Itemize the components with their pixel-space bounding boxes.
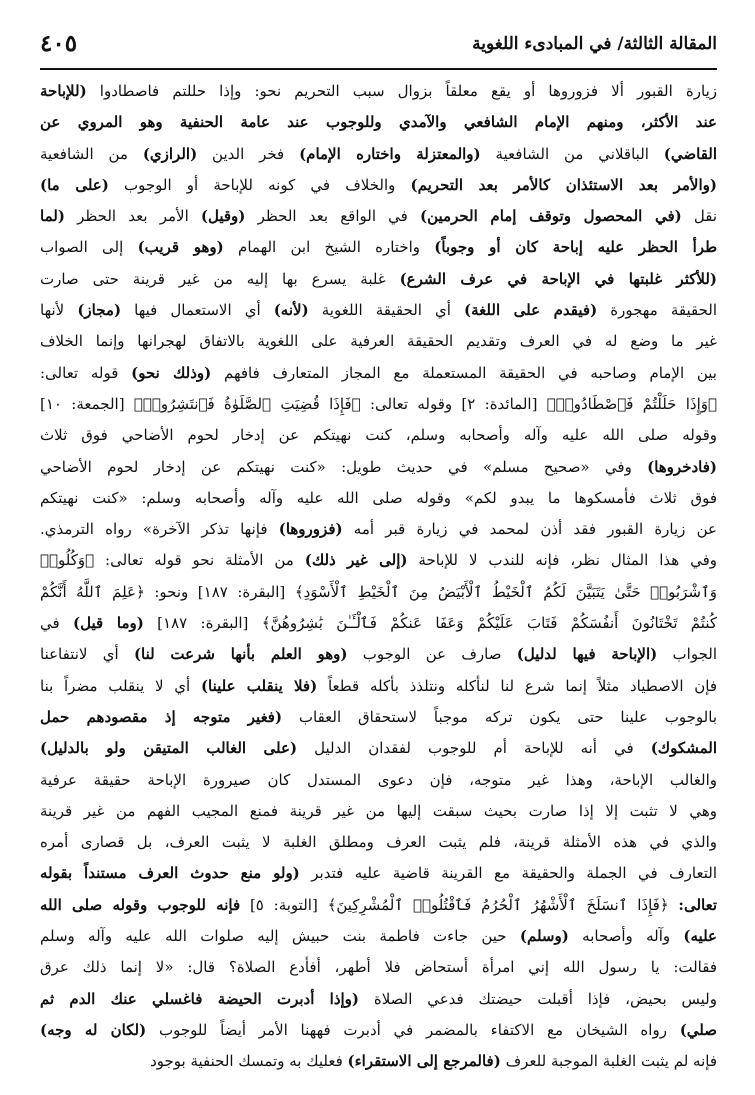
text-run: في الواقع بعد الحظر: [245, 207, 421, 226]
text-run: أي لا ينقلب مضراً بنا: [40, 676, 201, 695]
bold-text-run: (فيقدم على اللغة): [464, 301, 598, 320]
text-run: رواه الشيخان مع الاكتفاء بالمضمر في أدبرت فههنا الأمر أيضاً للوجوب: [146, 1020, 680, 1039]
text-run: كُنتُمْ تَخْتَانُونَ أَنفُسَكُمْ فَتَابَ عَلَيْكُمْ وَعَفَا عَنكُمْ فَٱلْـَٔـٰنَ بَٰشِرُوهُنَّ﴾ [البقرة: ١٨٧]: [143, 614, 717, 633]
text-line: [40, 232, 717, 263]
bold-text-run: المشكوك): [650, 739, 717, 758]
bold-text-run: (في المحصول وتوقف إمام الحرمين): [420, 207, 682, 226]
text-line: [40, 389, 717, 420]
text-line: [40, 514, 717, 545]
bold-text-run: (مجاز): [77, 301, 122, 320]
bold-text-run: (على ما): [40, 175, 109, 194]
bold-text-run: (وهو قريب): [137, 238, 224, 257]
text-line: [40, 420, 717, 451]
text-run: بالوجوب علينا حتى يكون تركه موجباً لاستحقاق العقاب: [282, 707, 717, 726]
text-run: التعارف في الجملة والحقيقة مع القرينة قاضية عليه فتدبر: [299, 864, 717, 883]
bold-text-run: تعالى:: [678, 895, 717, 914]
bold-text-run: (للإباحة: [40, 82, 87, 100]
text-line: [40, 264, 717, 295]
header-rule: [40, 68, 717, 70]
bold-text-run: (فغير متوجه إذ مقصودهم حمل: [40, 707, 283, 726]
bold-text-run: (والأمر بعد الاستئذان كالأمر بعد التحريم): [410, 175, 717, 194]
text-run: أي لانتفاعنا: [40, 645, 134, 664]
bold-text-run: (فلا ينقلب علينا): [200, 676, 318, 695]
text-line: [40, 890, 717, 921]
text-run: فقالت: يا رسول الله إني امرأة أستحاض فلا أطهر، أفأدع الصلاة؟ قال: «لا إنما ذلك عرق: [40, 958, 717, 977]
text-line: [40, 733, 717, 764]
text-line: [40, 827, 717, 858]
text-line: [40, 1015, 717, 1046]
text-line: [40, 170, 717, 201]
text-run: وآله وأصحابه: [568, 927, 684, 946]
text-line: [40, 765, 717, 796]
text-line: [40, 201, 717, 232]
text-run: فإنه لم يثبت الغلبة الموجبة للعرف: [500, 1052, 717, 1071]
bold-text-run: (الرازي): [142, 144, 198, 163]
text-line: [40, 858, 717, 889]
text-run: وَٱشْرَبُوا۟ حَتَّىٰ يَتَبَيَّنَ لَكُمُ ٱلْخَيْطُ ٱلْأَبْيَضُ مِنَ ٱلْخَيْطِ ٱلْأَسْوَدِ﴾ [البقرة: ١٨٧] ونحو: ﴿عَلِمَ ٱللَّهُ أَنَّكُمْ: [40, 582, 717, 601]
bold-text-run: (وما قيل): [72, 614, 144, 633]
text-run: غلبة يسرع بها إليه من غير قرينة حتى صارت: [40, 269, 400, 288]
bold-text-run: (إلى غير ذلك): [304, 551, 408, 570]
text-run: في: [40, 614, 73, 633]
text-run: ﴿وَإِذَا حَلَلْتُمْ فَٱصْطَادُوا۟﴾ [المائدة: ٢] وقوله تعالى: ﴿فَإِذَا قُضِيَتِ ٱلصَّلَوٰةُ فَٱنتَشِرُوا۟﴾ [الجمعة: ١٠]: [40, 394, 717, 413]
text-line: [40, 921, 717, 952]
bold-text-run: (ولو منع حدوث العرف مستنداً بقوله: [40, 864, 300, 883]
text-run: فعليك به وتمسك الحنفية بوجود: [150, 1052, 348, 1071]
text-run: فوق ثلاث فأمسكوها ما يبدو لكم» وقوله صلى الله عليه وآله وأصحابه وسلم: «كنت نهيتكم: [40, 488, 717, 507]
bold-text-run: (لكان له وجه): [40, 1020, 147, 1039]
text-run: وهي لا تثبت إلا إذا صارت بحيث سبقت إليها من غير قرينة فمنع المجيب الفهم من غير قرينة: [40, 801, 717, 820]
bold-text-run: (لأنه): [273, 301, 309, 320]
text-run: والخلاف في كونه للإباحة أو الوجوب: [108, 175, 411, 194]
bold-text-run: (وإذا أدبرت الحيضة فاغسلي عنك الدم ثم: [40, 989, 360, 1008]
text-run: وليس بحيض، فإذا أقبلت حيضتك فدعي الصلاة: [359, 989, 717, 1008]
text-run: والذي في هذه الأمثلة قرينة، فلم يثبت العرف ومطلق الغلبة لا يثبت العرف، بل قصارى أمره: [40, 833, 717, 852]
text-run: أي الحقيقة اللغوية: [308, 301, 465, 320]
text-run: فإنها تذكر الآخرة» رواه الترمذي.: [40, 520, 279, 539]
bold-text-run: (وذلك نحو): [131, 363, 212, 382]
text-run: ﴿فَإِذَا ٱنسَلَخَ ٱلْأَشْهُرُ ٱلْحُرُمُ فَٱقْتُلُوا۟ ٱلْمُشْرِكِينَ﴾ [التوبة: ٥]: [240, 895, 679, 914]
running-title: المقالة الثالثة/ في المبادىء اللغوية: [472, 34, 717, 54]
text-run: بين الإمام وصاحبه في الحقيقة المستعملة مع المجاز المتعارف فافهم: [211, 363, 717, 382]
text-run: غير ما وضع له في العرف وتقديم الحقيقة العرفية على اللغوية بالاتفاق لهجرانها وإنما الخلاف: [40, 332, 717, 351]
text-line: [40, 984, 717, 1015]
text-run: وفي هذا المثال نظر، فإنه للندب لا للإباحة: [407, 551, 717, 570]
text-run: واختاره الشيخ ابن الهمام: [223, 238, 435, 257]
bold-text-run: (فزوروها): [278, 520, 343, 539]
text-run: صارف عن الوجوب: [347, 645, 517, 664]
text-line: [40, 76, 717, 107]
body-text: [40, 76, 717, 1078]
bold-text-run: (للأكثر غلبتها في الإباحة في عرف الشرع): [399, 269, 717, 288]
bold-text-run: (فالمرجع إلى الاستقراء): [347, 1052, 501, 1071]
bold-text-run: عند الأكثر، ومنهم الإمام الشافعي والآمدي وللوجوب عند عامة الحنفية وهو المروي عن: [40, 113, 717, 132]
text-run: عن زيارة القبور فقد أذن لمحمد في زيارة قبر أمه: [342, 520, 717, 539]
bold-text-run: (لما: [40, 207, 65, 226]
page-number: ٤٠٥: [40, 30, 78, 57]
text-line: [40, 671, 717, 702]
text-line: [40, 952, 717, 983]
text-line: [40, 295, 717, 326]
bold-text-run: فإنه للوجوب وقوله صلى الله: [40, 895, 241, 914]
text-run: وفي «صحيح مسلم» في حديث طويل: «كنت نهيتكم عن إدخار لحوم الأضاحي: [40, 457, 648, 476]
bold-text-run: صلي): [679, 1020, 717, 1039]
text-line: [40, 107, 717, 138]
text-run: حين جاءت فاطمة بنت حبيش إليه صلوات الله عليه وآله وسلم: [40, 927, 520, 946]
text-run: الحقيقة مهجورة: [597, 301, 717, 320]
text-run: في أنه للإباحة أم للوجوب لفقدان الدليل: [297, 739, 651, 758]
text-run: إلى الصواب: [40, 238, 138, 257]
text-run: من الأمثلة نحو قوله تعالى: ﴿وَكُلُوا۟: [40, 551, 305, 570]
text-line: [40, 639, 717, 670]
text-line: [40, 452, 717, 483]
text-run: زيارة القبور ألا فزوروها أو يقع معلقاً بزوال سبب التحريم نحو: وإذا حللتم فاصطادوا: [86, 82, 717, 100]
text-line: [40, 139, 717, 170]
text-line: [40, 577, 717, 608]
text-line: [40, 1046, 717, 1077]
text-line: [40, 702, 717, 733]
bold-text-run: (الإباحة فيها لدليل): [516, 645, 658, 664]
text-run: من الشافعية: [40, 144, 143, 163]
text-line: [40, 358, 717, 389]
text-run: فخر الدين: [197, 144, 300, 163]
bold-text-run: القاضي): [663, 144, 717, 163]
text-run: والغالب الإباحة، وهذا غير متوجه، فإن دعوى المستدل كان صيرورة الإباحة حقيقة عرفية: [40, 770, 717, 789]
text-line: [40, 483, 717, 514]
text-run: أي الاستعمال فيها: [121, 301, 274, 320]
text-line: [40, 545, 717, 576]
text-run: الباقلاني من الشافعية: [480, 144, 664, 163]
text-run: فإن الاصطياد مثلاً إنما شرع لنا لنأكله ونتلذذ بأكله قطعاً: [317, 676, 717, 695]
text-run: نقل: [681, 207, 717, 226]
bold-text-run: (والمعتزلة واختاره الإمام): [299, 144, 481, 163]
bold-text-run: عليه): [683, 927, 717, 946]
text-line: [40, 326, 717, 357]
page-header: [40, 30, 717, 64]
text-run: قوله تعالى:: [40, 363, 132, 382]
text-run: وقوله صلى الله عليه وآله وأصحابه وسلم، كنت نهيتكم عن إدخار لحوم الأضاحي فوق ثلاث: [40, 426, 717, 445]
bold-text-run: (على الغالب المتيقن ولو بالدليل): [40, 739, 298, 758]
bold-text-run: (وهو العلم بأنها شرعت لنا): [133, 645, 348, 664]
bold-text-run: (وسلم): [519, 927, 569, 946]
text-line: [40, 796, 717, 827]
bold-text-run: (وقيل): [200, 207, 246, 226]
bold-text-run: (فادخروها): [647, 457, 717, 476]
text-line: [40, 608, 717, 639]
text-run: لأنها: [40, 301, 78, 320]
text-run: الأمر بعد الحظر: [64, 207, 201, 226]
text-run: الجواب: [657, 645, 717, 664]
bold-text-run: طرأ الحظر عليه إباحة كان أو وجوباً): [434, 238, 717, 257]
